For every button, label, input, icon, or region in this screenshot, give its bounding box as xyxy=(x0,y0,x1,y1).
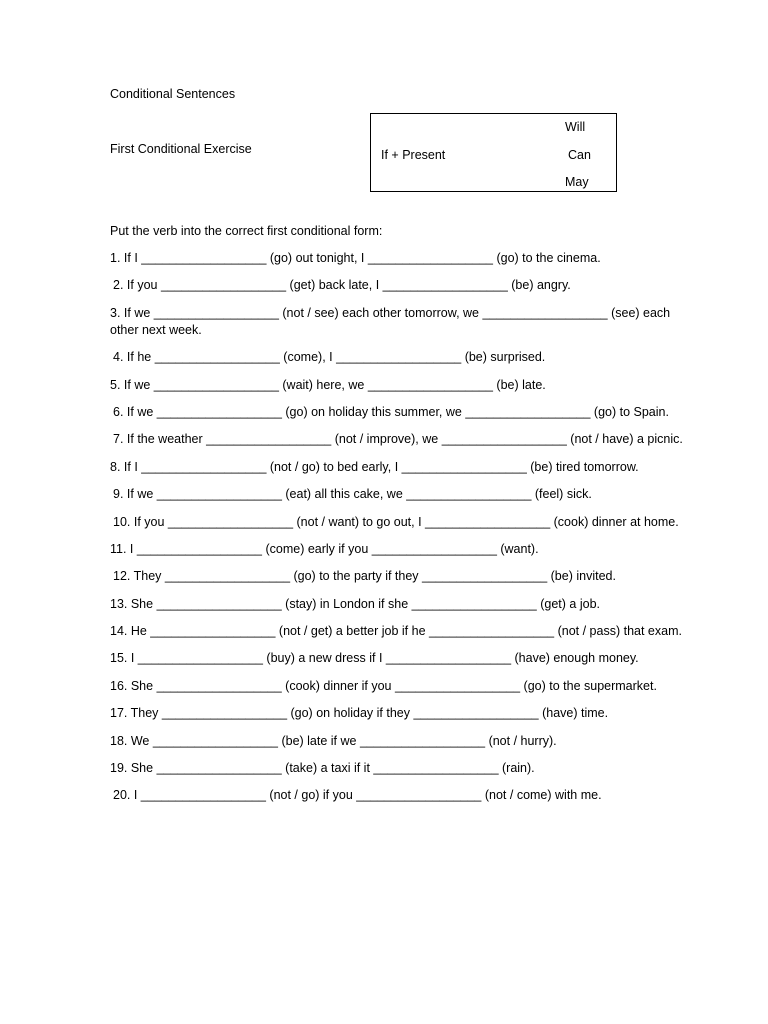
exercise-item: 3. If we __________________ (not / see) each other tomorrow, we __________________ (see) each other next week. xyxy=(110,305,671,337)
document-title: Conditional Sentences xyxy=(110,87,236,101)
conditional-rule-box xyxy=(370,113,617,192)
exercise-item: 15. I __________________ (buy) a new dress if I __________________ (have) enough money. xyxy=(110,651,639,666)
rule-modal-may: May xyxy=(565,175,589,189)
exercise-item: 11. I __________________ (come) early if you __________________ (want). xyxy=(110,541,539,556)
exercise-item: 14. He __________________ (not / get) a better job if he __________________ (not / pass) that exam. xyxy=(110,624,682,639)
exercise-item: 17. They __________________ (go) on holiday if they __________________ (have) time. xyxy=(110,706,609,721)
exercise-item: 4. If he __________________ (come), I __________________ (be) surprised. xyxy=(113,350,546,365)
exercise-subtitle: First Conditional Exercise xyxy=(110,142,252,156)
instructions: Put the verb into the correct first conditional form: xyxy=(110,224,383,238)
rule-condition: If + Present xyxy=(381,148,446,162)
exercise-item: 20. I __________________ (not / go) if you __________________ (not / come) with me. xyxy=(113,788,602,803)
exercise-item: 5. If we __________________ (wait) here, we __________________ (be) late. xyxy=(110,377,546,392)
exercise-item: 1. If I __________________ (go) out tonight, I __________________ (go) to the cinema. xyxy=(110,251,601,265)
exercise-item: 2. If you __________________ (get) back late, I __________________ (be) angry. xyxy=(113,278,571,293)
exercise-item: 19. She __________________ (take) a taxi if it __________________ (rain). xyxy=(110,761,535,776)
exercise-item: 9. If we __________________ (eat) all this cake, we __________________ (feel) sick. xyxy=(113,487,592,502)
exercise-item: 7. If the weather __________________ (not / improve), we __________________ (not / have) a picnic. xyxy=(113,432,683,447)
exercise-item: 8. If I __________________ (not / go) to bed early, I __________________ (be) tired tomorrow. xyxy=(110,459,639,474)
exercise-item: 13. She __________________ (stay) in London if she __________________ (get) a job. xyxy=(110,596,600,611)
exercise-item: 12. They __________________ (go) to the party if they __________________ (be) invited. xyxy=(113,569,616,584)
rule-modal-can: Can xyxy=(568,148,591,162)
rule-modal-will: Will xyxy=(565,120,586,134)
exercise-item: 6. If we __________________ (go) on holiday this summer, we __________________ (go) to Spain. xyxy=(113,404,669,419)
exercise-list xyxy=(110,250,710,815)
exercise-item: 16. She __________________ (cook) dinner if you __________________ (go) to the supermarket. xyxy=(110,678,657,693)
exercise-item: 18. We __________________ (be) late if we __________________ (not / hurry). xyxy=(110,733,557,748)
exercise-item: 10. If you __________________ (not / want) to go out, I __________________ (cook) dinner at home. xyxy=(113,514,679,529)
